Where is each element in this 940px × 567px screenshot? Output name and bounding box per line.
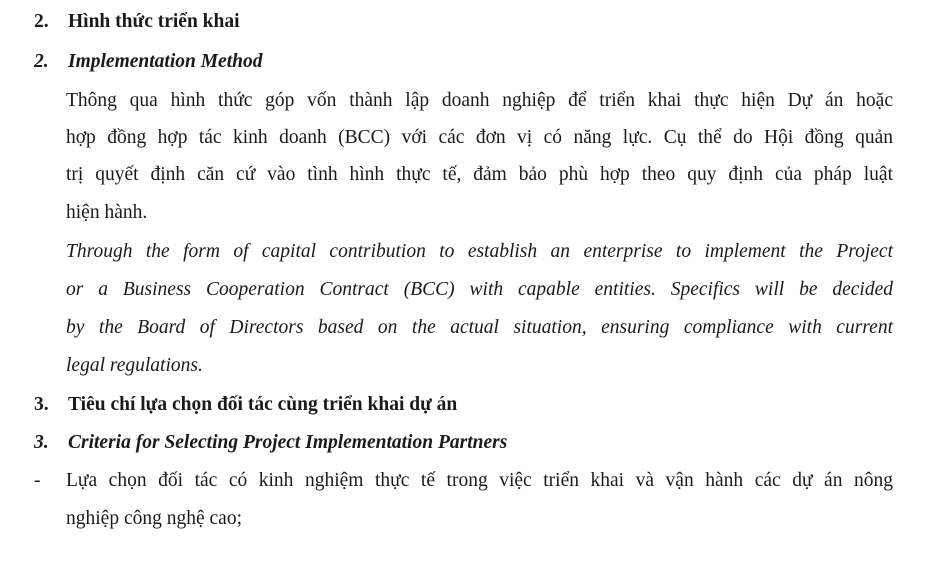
bullet-marker: -	[34, 470, 41, 491]
section-2-title-vi: Hình thức triển khai	[68, 11, 240, 32]
section-3-number-vi: 3.	[34, 394, 49, 415]
section-3-number-en: 3.	[34, 432, 49, 453]
section-2-paragraph-en-line-4: legal regulations.	[66, 355, 203, 376]
section-2-paragraph-en-line-1: Through the form of capital contribution to establish an enterprise to implement the Project	[66, 241, 893, 262]
section-2-number-en: 2.	[34, 51, 49, 72]
section-2-paragraph-en-line-3: by the Board of Directors based on the actual situation, ensuring compliance with current	[66, 317, 893, 338]
section-2-heading-vi	[34, 10, 240, 34]
section-3-heading-en	[34, 431, 507, 455]
section-2-heading-en	[34, 50, 262, 74]
section-2-paragraph-vi-line-1: Thông qua hình thức góp vốn thành lập doanh nghiệp để triển khai thực hiện Dự án hoặc	[66, 90, 893, 111]
section-2-title-en: Implementation Method	[68, 51, 263, 72]
section-3-heading-vi	[34, 393, 457, 417]
section-3-title-en: Criteria for Selecting Project Implementation Partners	[68, 432, 508, 453]
bullet-item-line-2: nghiệp công nghệ cao;	[66, 508, 242, 529]
section-2-paragraph-en-line-2: or a Business Cooperation Contract (BCC) with capable entities. Specifics will be decided	[66, 279, 893, 300]
bullet-item-line-1: Lựa chọn đối tác có kinh nghiệm thực tế trong việc triển khai và vận hành các dự án nông	[66, 470, 893, 491]
section-2-number-vi: 2.	[34, 11, 49, 32]
section-2-paragraph-vi-line-4: hiện hành.	[66, 202, 148, 223]
section-2-paragraph-vi-line-2: hợp đồng hợp tác kinh doanh (BCC) với các đơn vị có năng lực. Cụ thể do Hội đồng quản	[66, 127, 893, 148]
section-3-title-vi: Tiêu chí lựa chọn đối tác cùng triển khai dự án	[68, 394, 458, 415]
section-2-paragraph-vi-line-3: trị quyết định căn cứ vào tình hình thực tế, đảm bảo phù hợp theo quy định của pháp luật	[66, 164, 893, 185]
